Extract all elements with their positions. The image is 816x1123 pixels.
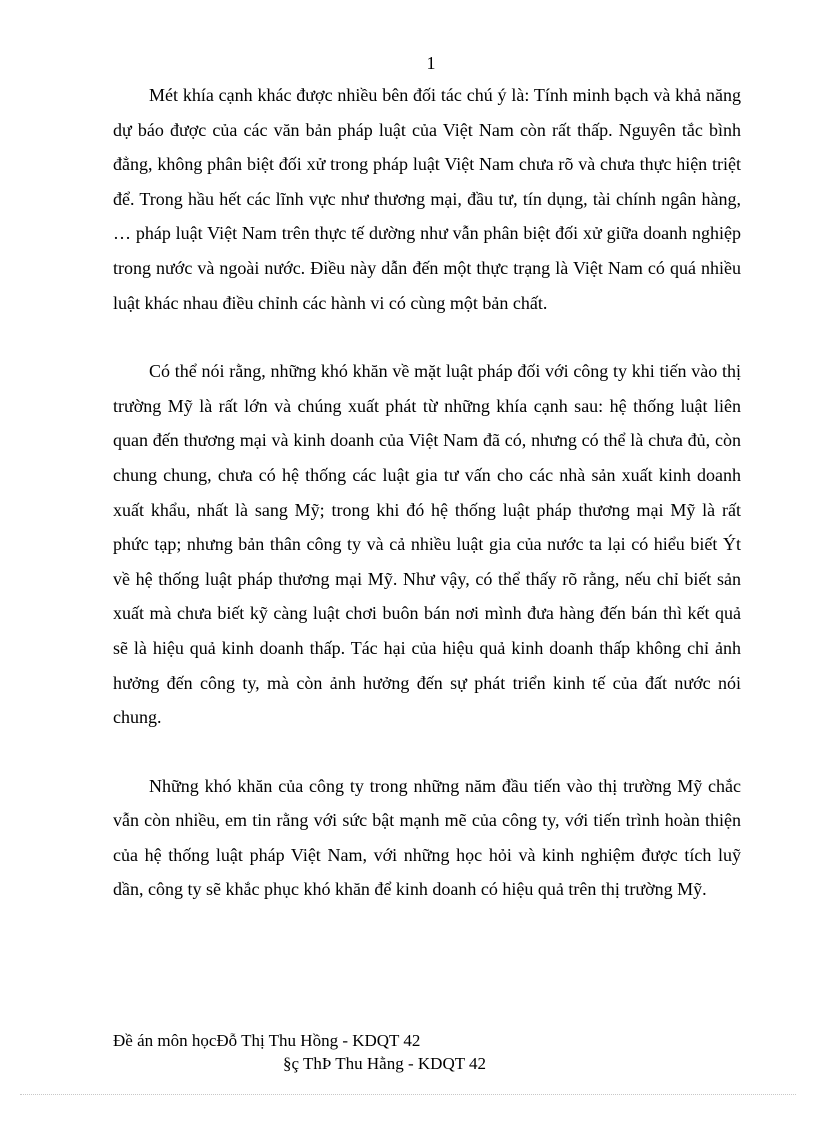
document-body <box>113 78 741 941</box>
page-number: 1 <box>426 53 436 73</box>
footer-line-1: Đề án môn họcĐỗ Thị Thu Hồng - KDQT 42 <box>113 1031 421 1050</box>
paragraph-legal-difficulties: Có thể nói rằng, những khó khăn về mặt luật pháp đối với công ty khi tiến vào thị trường Mỹ là rất lớn và chúng xuất phát từ những khía cạnh sau: hệ thống luật liên quan đến thương mại và kinh doanh của Việt Nam đã có, nhưng có thể là chưa đủ, còn chung chung, chưa có hệ thống các luật gia tư vấn cho các nhà sản xuất kinh doanh xuất khẩu, nhất là sang Mỹ; trong khi đó hệ thống luật pháp thương mại Mỹ là rất phức tạp; nhưng bản thân công ty và cả nhiều luật gia của nước ta lại có hiểu biết Ýt về hệ thống luật pháp thương mại Mỹ. Như vậy, có thể thấy rõ rằng, nếu chỉ biết sản xuất mà chưa biết kỹ càng luật chơi buôn bán nơi mình đưa hàng đến bán thì kết quả sẽ là hiệu quả kinh doanh thấp. Tác hại của hiệu quả kinh doanh thấp không chỉ ảnh hưởng đến công ty, mà còn ảnh hưởng đến sự phát triển kinh tế của đất nước nói chung. <box>113 361 741 728</box>
page-bottom-divider <box>20 1094 796 1095</box>
page-footer <box>113 1029 713 1075</box>
paragraph-conclusion: Những khó khăn của công ty trong những năm đầu tiến vào thị trường Mỹ chắc vẫn còn nhiều, em tin rằng với sức bật mạnh mẽ của công ty, với tiến trình hoàn thiện của hệ thống luật pháp Việt Nam, với những học hỏi và kinh nghiệm được tích luỹ dần, công ty sẽ khắc phục khó khăn để kinh doanh có hiệu quả trên thị trường Mỹ. <box>113 775 741 900</box>
paragraph-legal-transparency: Mét khía cạnh khác được nhiều bên đối tác chú ý là: Tính minh bạch và khả năng dự báo được của các văn bản pháp luật của Việt Nam còn rất thấp. Nguyên tắc bình đẳng, không phân biệt đối xử trong pháp luật Việt Nam chưa rõ và chưa thực hiện triệt để. Trong hầu hết các lĩnh vực như thương mại, đầu tư, tín dụng, tài chính ngân hàng, … pháp luật Việt Nam trên thực tế dường như vẫn phân biệt đối xử giữa doanh nghiệp trong nước và ngoài nước. Điều này dẫn đến một thực trạng là Việt Nam có quá nhiều luật khác nhau điều chỉnh các hành vi có cùng một bản chất. <box>113 85 741 313</box>
footer-line-2: §ç ThÞ Thu Hằng - KDQT 42 <box>283 1054 487 1073</box>
